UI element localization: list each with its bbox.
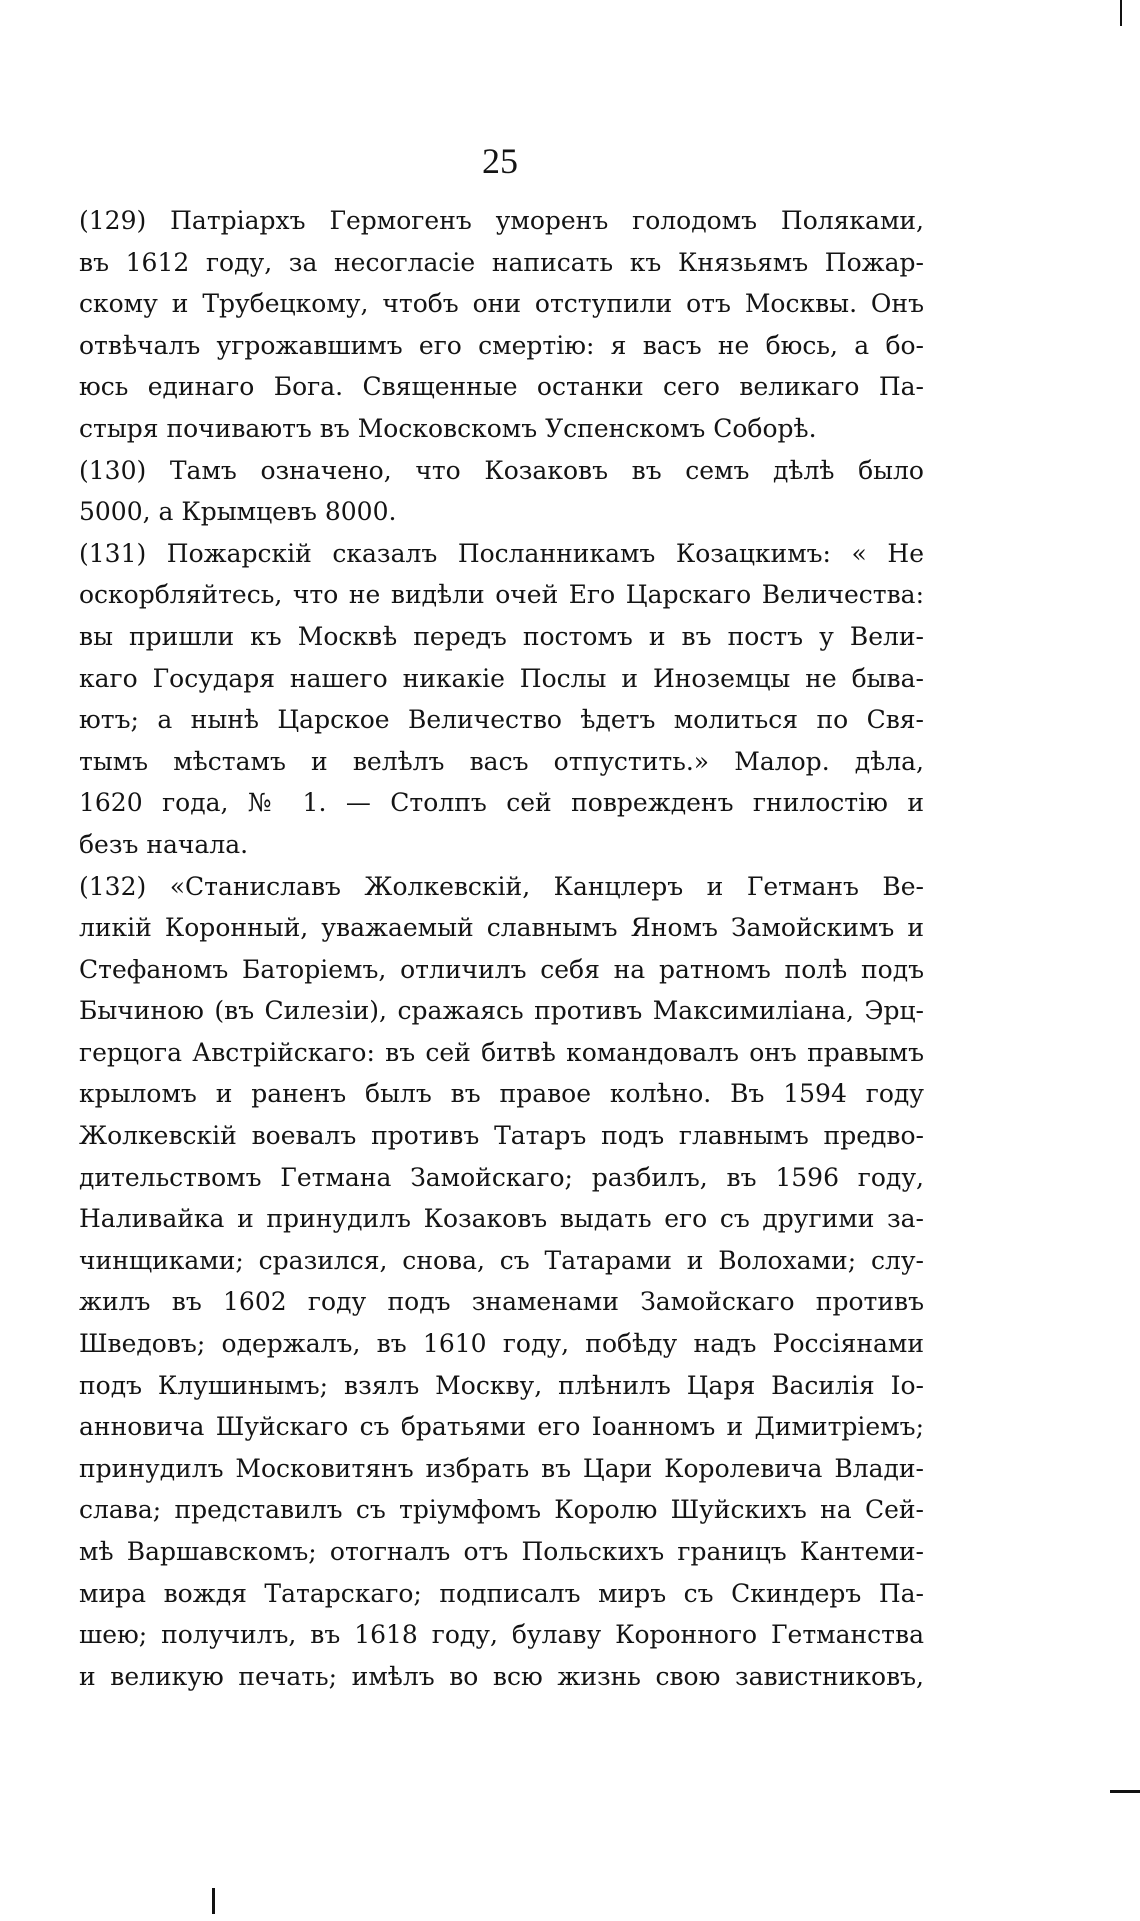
text-line: герцога Австрійскаго: въ сей битвѣ командовалъ онъ правымъ bbox=[79, 1037, 924, 1067]
text-line: Наливайка и принудилъ Козаковъ выдать его съ другими за- bbox=[79, 1204, 924, 1234]
note-132 bbox=[79, 866, 924, 1698]
text-line: каго Государя нашего никакіе Послы и Иноземцы не бывa- bbox=[79, 663, 924, 693]
text-line: въ 1612 году, за несогласіе написать къ Князьямъ Пожар- bbox=[79, 247, 924, 277]
footnotes-text bbox=[79, 200, 924, 1697]
text-line: юсь единаго Бога. Священные останки сего великаго Па- bbox=[79, 372, 924, 402]
text-line: Жолкевскій воевалъ противъ Татаръ подъ главнымъ предво- bbox=[79, 1121, 924, 1151]
text-line: мира вождя Татарскаго; подписалъ миръ съ Скиндеръ Па- bbox=[79, 1578, 924, 1608]
text-line: отвѣчалъ угрожавшимъ его смертію: я васъ не бюсь, а бо- bbox=[79, 330, 924, 360]
text-line: вы пришли къ Москвѣ передъ постомъ и въ постъ у Вели- bbox=[79, 621, 924, 651]
text-line: принудилъ Московитянъ избрать въ Цари Королевича Влади- bbox=[79, 1453, 924, 1483]
text-line: Стефаномъ Баторіемъ, отличилъ себя на ратномъ полѣ подъ bbox=[79, 954, 924, 984]
text-line: 5000, а Крымцевъ 8000. bbox=[79, 497, 397, 527]
text-line: скому и Трубецкому, чтобъ они отступили отъ Москвы. Онъ bbox=[79, 289, 924, 319]
text-line: 1620 года, № 1. — Столпъ сей поврежденъ гнилостію и bbox=[79, 788, 924, 818]
text-line: анновича Шуйскаго съ братьями его Іоанномъ и Димитріемъ; bbox=[79, 1412, 924, 1442]
text-line: чинщиками; сразился, снова, съ Татарами и Волохами; слу- bbox=[79, 1245, 924, 1275]
scan-mark-top-right bbox=[1120, 0, 1122, 26]
text-line: (129) Патріархъ Гермогенъ уморенъ голодомъ Поляками, bbox=[79, 206, 924, 235]
note-131 bbox=[79, 533, 924, 866]
note-130 bbox=[79, 450, 924, 533]
text-line: Шведовъ; одержалъ, въ 1610 году, побѣду надъ Россіянами bbox=[79, 1329, 924, 1359]
text-line: тымъ мѣстамъ и велѣлъ васъ отпустить.» Малор. дѣла, bbox=[79, 746, 924, 776]
text-line: слава; представилъ съ тріумфомъ Королю Шуйскихъ на Сей- bbox=[79, 1495, 924, 1525]
text-line: (130) Тамъ означено, что Козаковъ въ семъ дѣлѣ было bbox=[79, 455, 924, 485]
text-line: ликій Коронный, уважаемый славнымъ Яномъ Замойскимъ и bbox=[79, 913, 924, 943]
text-line: оскорбляйтесь, что не видѣли очей Его Царскаго Величества: bbox=[79, 580, 924, 610]
text-line: шею; получилъ, въ 1618 году, булаву Коронного Гетманства bbox=[79, 1620, 924, 1650]
text-line: (131) Пожарскій сказалъ Посланникамъ Козацкимъ: « Не bbox=[79, 538, 924, 568]
text-line: безъ начала. bbox=[79, 829, 249, 859]
text-line: стыря почиваютъ въ Московскомъ Успенскомъ Соборѣ. bbox=[79, 413, 817, 443]
text-line: подъ Клушинымъ; взялъ Москву, плѣнилъ Царя Василія Іо- bbox=[79, 1370, 924, 1400]
scan-mark-bottom bbox=[212, 1888, 215, 1914]
text-line: Бычиною (въ Силезіи), сражаясь противъ Максимиліана, Эрц- bbox=[79, 996, 924, 1026]
text-line: жилъ въ 1602 году подъ знаменами Замойскаго противъ bbox=[79, 1287, 924, 1317]
text-line: дительствомъ Гетмана Замойскаго; разбилъ, въ 1596 году, bbox=[79, 1162, 924, 1192]
text-line: (132) «Станиславъ Жолкевскій, Канцлеръ и Гетманъ Ве- bbox=[79, 871, 924, 901]
page-number: 25 bbox=[482, 141, 518, 181]
text-line: крыломъ и раненъ былъ въ правое колѣно. Въ 1594 году bbox=[79, 1079, 924, 1109]
note-129 bbox=[79, 200, 924, 450]
text-line: мѣ Варшавскомъ; отогналъ отъ Польскихъ границъ Кантеми- bbox=[79, 1537, 924, 1566]
scan-mark-right bbox=[1110, 1790, 1140, 1793]
text-line: ютъ; а нынѣ Царское Величество ѣдетъ молиться по Свя- bbox=[79, 705, 924, 735]
text-line: и великую печать; имѣлъ во всю жизнь свою завистниковъ, bbox=[79, 1661, 924, 1691]
